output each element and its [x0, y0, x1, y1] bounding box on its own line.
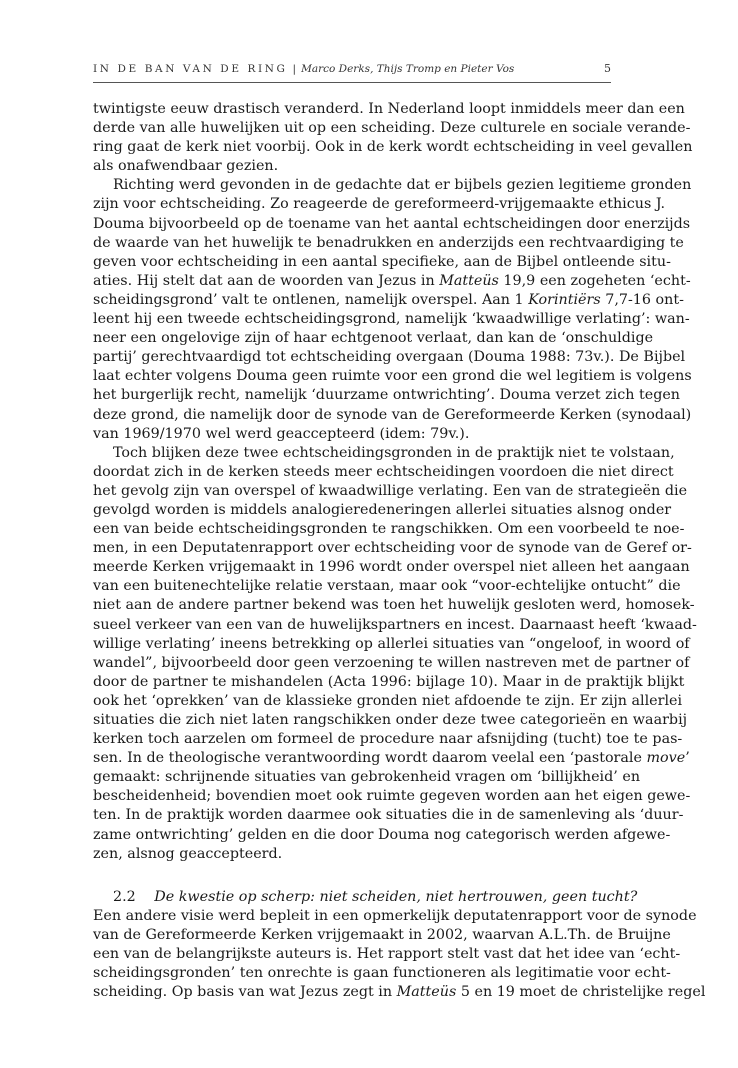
text-span: leent hij een tweede echtscheidingsgrond, namelijk ‘kwaadwillige verlating’: wan-	[93, 311, 690, 328]
italic-text: Matteüs	[439, 272, 499, 289]
running-header-left	[93, 63, 514, 75]
section-number: 2.2	[113, 888, 136, 905]
text-line	[93, 539, 692, 558]
section-heading	[93, 888, 638, 907]
text-span: door de partner te mishandelen (Acta 1996: bijlage 10). Maar in de praktijk blijkt	[93, 673, 685, 690]
text-line	[93, 749, 690, 768]
text-span: laat echter volgens Douma geen ruimte voor een grond die wel legitiem is volgens	[93, 368, 692, 385]
text-line	[93, 635, 690, 654]
text-span: derde van alle huwelijken uit op een scheiding. Deze culturele en sociale verande-	[93, 120, 691, 137]
text-line	[93, 329, 654, 348]
text-span: geven voor echtscheiding in een aantal specifieke, aan de Bijbel ontleende situ-	[93, 253, 671, 270]
text-span: neer een ongelovige zijn of haar echtgenoot verlaat, dan kan de ‘onschuldige	[93, 330, 654, 347]
text-line	[93, 907, 697, 926]
text-line	[93, 926, 671, 945]
text-span: zijn voor echtscheiding. Zo reageerde de gereformeerd-vrijgemaakte ethicus J.	[93, 196, 666, 213]
text-span: Toch blijken deze twee echtscheidingsgronden in de praktijk niet te volstaan,	[113, 444, 675, 461]
text-line	[93, 253, 671, 272]
text-span: als onafwendbaar gezien.	[93, 158, 279, 175]
text-span: een van de belangrijkste auteurs is. Het rapport stelt vast dat het idee van ‘echt-	[93, 946, 681, 963]
text-line	[93, 845, 611, 864]
text-block-2	[93, 907, 706, 1002]
text-span: 7,7-16 ont-	[600, 291, 684, 308]
text-line	[93, 826, 671, 845]
text-span: bescheidenheid; bovendien moet ook ruimte gegeven worden aan het eigen gewe-	[93, 788, 691, 805]
text-span: ring gaat de kerk niet voorbij. Ook in de kerk wordt echtscheiding in veel gevallen	[93, 139, 693, 156]
text-span: sueel verkeer van een van de huwelijkspartners en incest. Daarnaast heeft ‘kwaad-	[93, 616, 697, 633]
text-span: 19,9 een zogeheten ‘echt-	[498, 272, 691, 289]
text-line	[93, 806, 684, 825]
text-line	[93, 692, 683, 711]
text-line	[93, 520, 685, 539]
text-line	[93, 310, 690, 329]
text-span: zen, alsnog geaccepteerd.	[93, 845, 283, 862]
text-line	[93, 730, 683, 749]
text-line	[93, 711, 688, 730]
running-header	[93, 62, 611, 75]
text-span: ’	[685, 750, 690, 767]
text-span: 5 en 19 moet de christelijke regel	[456, 984, 706, 1001]
page-number: 5	[604, 62, 611, 75]
text-span: partij’ gerechtvaardigd tot echtscheiding overgaan (Douma 1988: 73v.). De Bijbel	[93, 349, 686, 366]
text-span: gevolgd worden is middels analogieredeneringen allerlei situaties alsnog onder	[93, 501, 672, 518]
text-span: doordat zich in de kerken steeds meer echtscheidingen voordoen die niet direct	[93, 463, 674, 480]
text-line	[93, 501, 672, 520]
section-title: De kwestie op scherp: niet scheiden, niet hertrouwen, geen tucht?	[154, 888, 638, 905]
header-rule	[93, 82, 611, 83]
text-span: situaties die zich niet laten rangschikken onder deze twee categorieën en waarbij	[93, 712, 688, 728]
text-line	[93, 596, 695, 615]
text-span: het gevolg zijn van overspel of kwaadwillige verlating. Een van de strategieën die	[93, 482, 688, 499]
text-span: deze grond, die namelijk door de synode van de Gereformeerde Kerken (synodaal)	[93, 406, 692, 423]
text-span: men, in een Deputatenrapport over echtscheiding voor de synode van de Geref or-	[93, 540, 692, 557]
running-title: IN DE BAN VAN DE RING	[93, 63, 288, 75]
text-span: van een buitenechtelijke relatie verstaan, maar ook “voor-echtelijke ontucht” die	[93, 578, 681, 595]
text-line	[93, 272, 691, 291]
text-line	[93, 215, 691, 234]
text-span: scheidingsgrond’ valt te ontlenen, namelijk overspel. Aan 1	[93, 291, 529, 308]
section-gap	[93, 864, 611, 888]
text-line	[93, 444, 675, 463]
header-separator: |	[292, 63, 297, 75]
text-span: ten. In de praktijk worden daarmee ook situaties die in de samenleving als ‘duur-	[93, 807, 684, 824]
text-line	[93, 577, 681, 596]
text-span: twintigste eeuw drastisch veranderd. In Nederland loopt inmiddels meer dan een	[93, 101, 685, 117]
text-span: gemaakt: schrijnende situaties van gebrokenheid vragen om ‘billijkheid’ en	[93, 769, 641, 786]
body-text	[93, 100, 706, 1002]
text-line	[93, 291, 684, 310]
text-line	[93, 482, 688, 501]
text-line	[93, 157, 611, 176]
text-line	[93, 558, 690, 577]
text-line	[93, 673, 685, 692]
text-line	[93, 787, 691, 806]
text-line	[93, 386, 681, 405]
text-line	[93, 964, 671, 983]
text-span: het burgerlijk recht, namelijk ‘duurzame ontwrichting’. Douma verzet zich tegen	[93, 387, 681, 404]
text-line	[93, 463, 674, 482]
text-span: niet aan de andere partner bekend was toen het huwelijk gesloten werd, homosek-	[93, 597, 695, 614]
text-line	[93, 234, 684, 253]
text-span: sen. In de theologische verantwoording wordt daarom veelal een ‘pastorale	[93, 750, 647, 767]
text-line	[93, 176, 692, 195]
text-span: van 1969/1970 wel werd geaccepteerd (idem: 79v.).	[93, 425, 470, 442]
italic-text: Matteüs	[396, 984, 457, 1001]
header-authors: Marco Derks, Thijs Tromp en Pieter Vos	[301, 63, 515, 75]
text-block-1	[93, 100, 697, 864]
text-span: aties. Hij stelt dat aan de woorden van Jezus in	[93, 272, 440, 289]
text-span: wandel”, bijvoorbeeld door geen verzoening te willen nastreven met de partner of	[93, 654, 690, 671]
text-span: scheiding. Op basis van wat Jezus zegt in	[93, 984, 397, 1001]
text-line	[93, 195, 666, 214]
text-line	[93, 138, 693, 157]
text-span: ook het ‘oprekken’ van de klassieke gronden niet afdoende te zijn. Er zijn allerlei	[93, 692, 683, 709]
text-line	[93, 945, 681, 964]
text-span: Douma bijvoorbeeld op de toename van het aantal echtscheidingen door enerzijds	[93, 215, 691, 232]
italic-text: move	[646, 750, 686, 767]
text-line	[93, 983, 706, 1002]
text-line	[93, 348, 686, 367]
text-line	[93, 616, 697, 635]
text-span: Richting werd gevonden in de gedachte dat er bijbels gezien legitieme gronden	[113, 177, 692, 194]
text-span: kerken toch aarzelen om formeel de procedure naar afsnijding (tucht) toe te pas-	[93, 731, 683, 748]
text-span: de waarde van het huwelijk te benadrukken en anderzijds een rechtvaardiging te	[93, 234, 684, 251]
italic-text: Korintiërs	[528, 291, 601, 308]
text-line	[93, 119, 691, 138]
text-span: een van beide echtscheidingsgronden te rangschikken. Om een voorbeeld te noe-	[93, 521, 685, 538]
text-span: scheidingsgronden’ ten onrechte is gaan functioneren als legitimatie voor echt-	[93, 965, 671, 982]
text-line	[93, 100, 685, 119]
text-span: willige verlating’ ineens betrekking op allerlei situaties van “ongeloof, in woord of	[93, 635, 690, 652]
text-span: meerde Kerken vrijgemaakt in 1996 wordt onder overspel niet alleen het aangaan	[93, 559, 690, 576]
text-line	[93, 768, 641, 787]
text-span: van de Gereformeerde Kerken vrijgemaakt in 2002, waarvan A.L.Th. de Bruijne	[93, 926, 671, 943]
text-span: zame ontwrichting’ gelden en die door Douma nog categorisch werden afgewe-	[93, 826, 671, 843]
text-line	[93, 367, 692, 386]
text-line	[93, 406, 692, 425]
text-span: Een andere visie werd bepleit in een opmerkelijk deputatenrapport voor de synode	[93, 907, 697, 924]
text-line	[93, 654, 690, 673]
text-line	[93, 425, 611, 444]
